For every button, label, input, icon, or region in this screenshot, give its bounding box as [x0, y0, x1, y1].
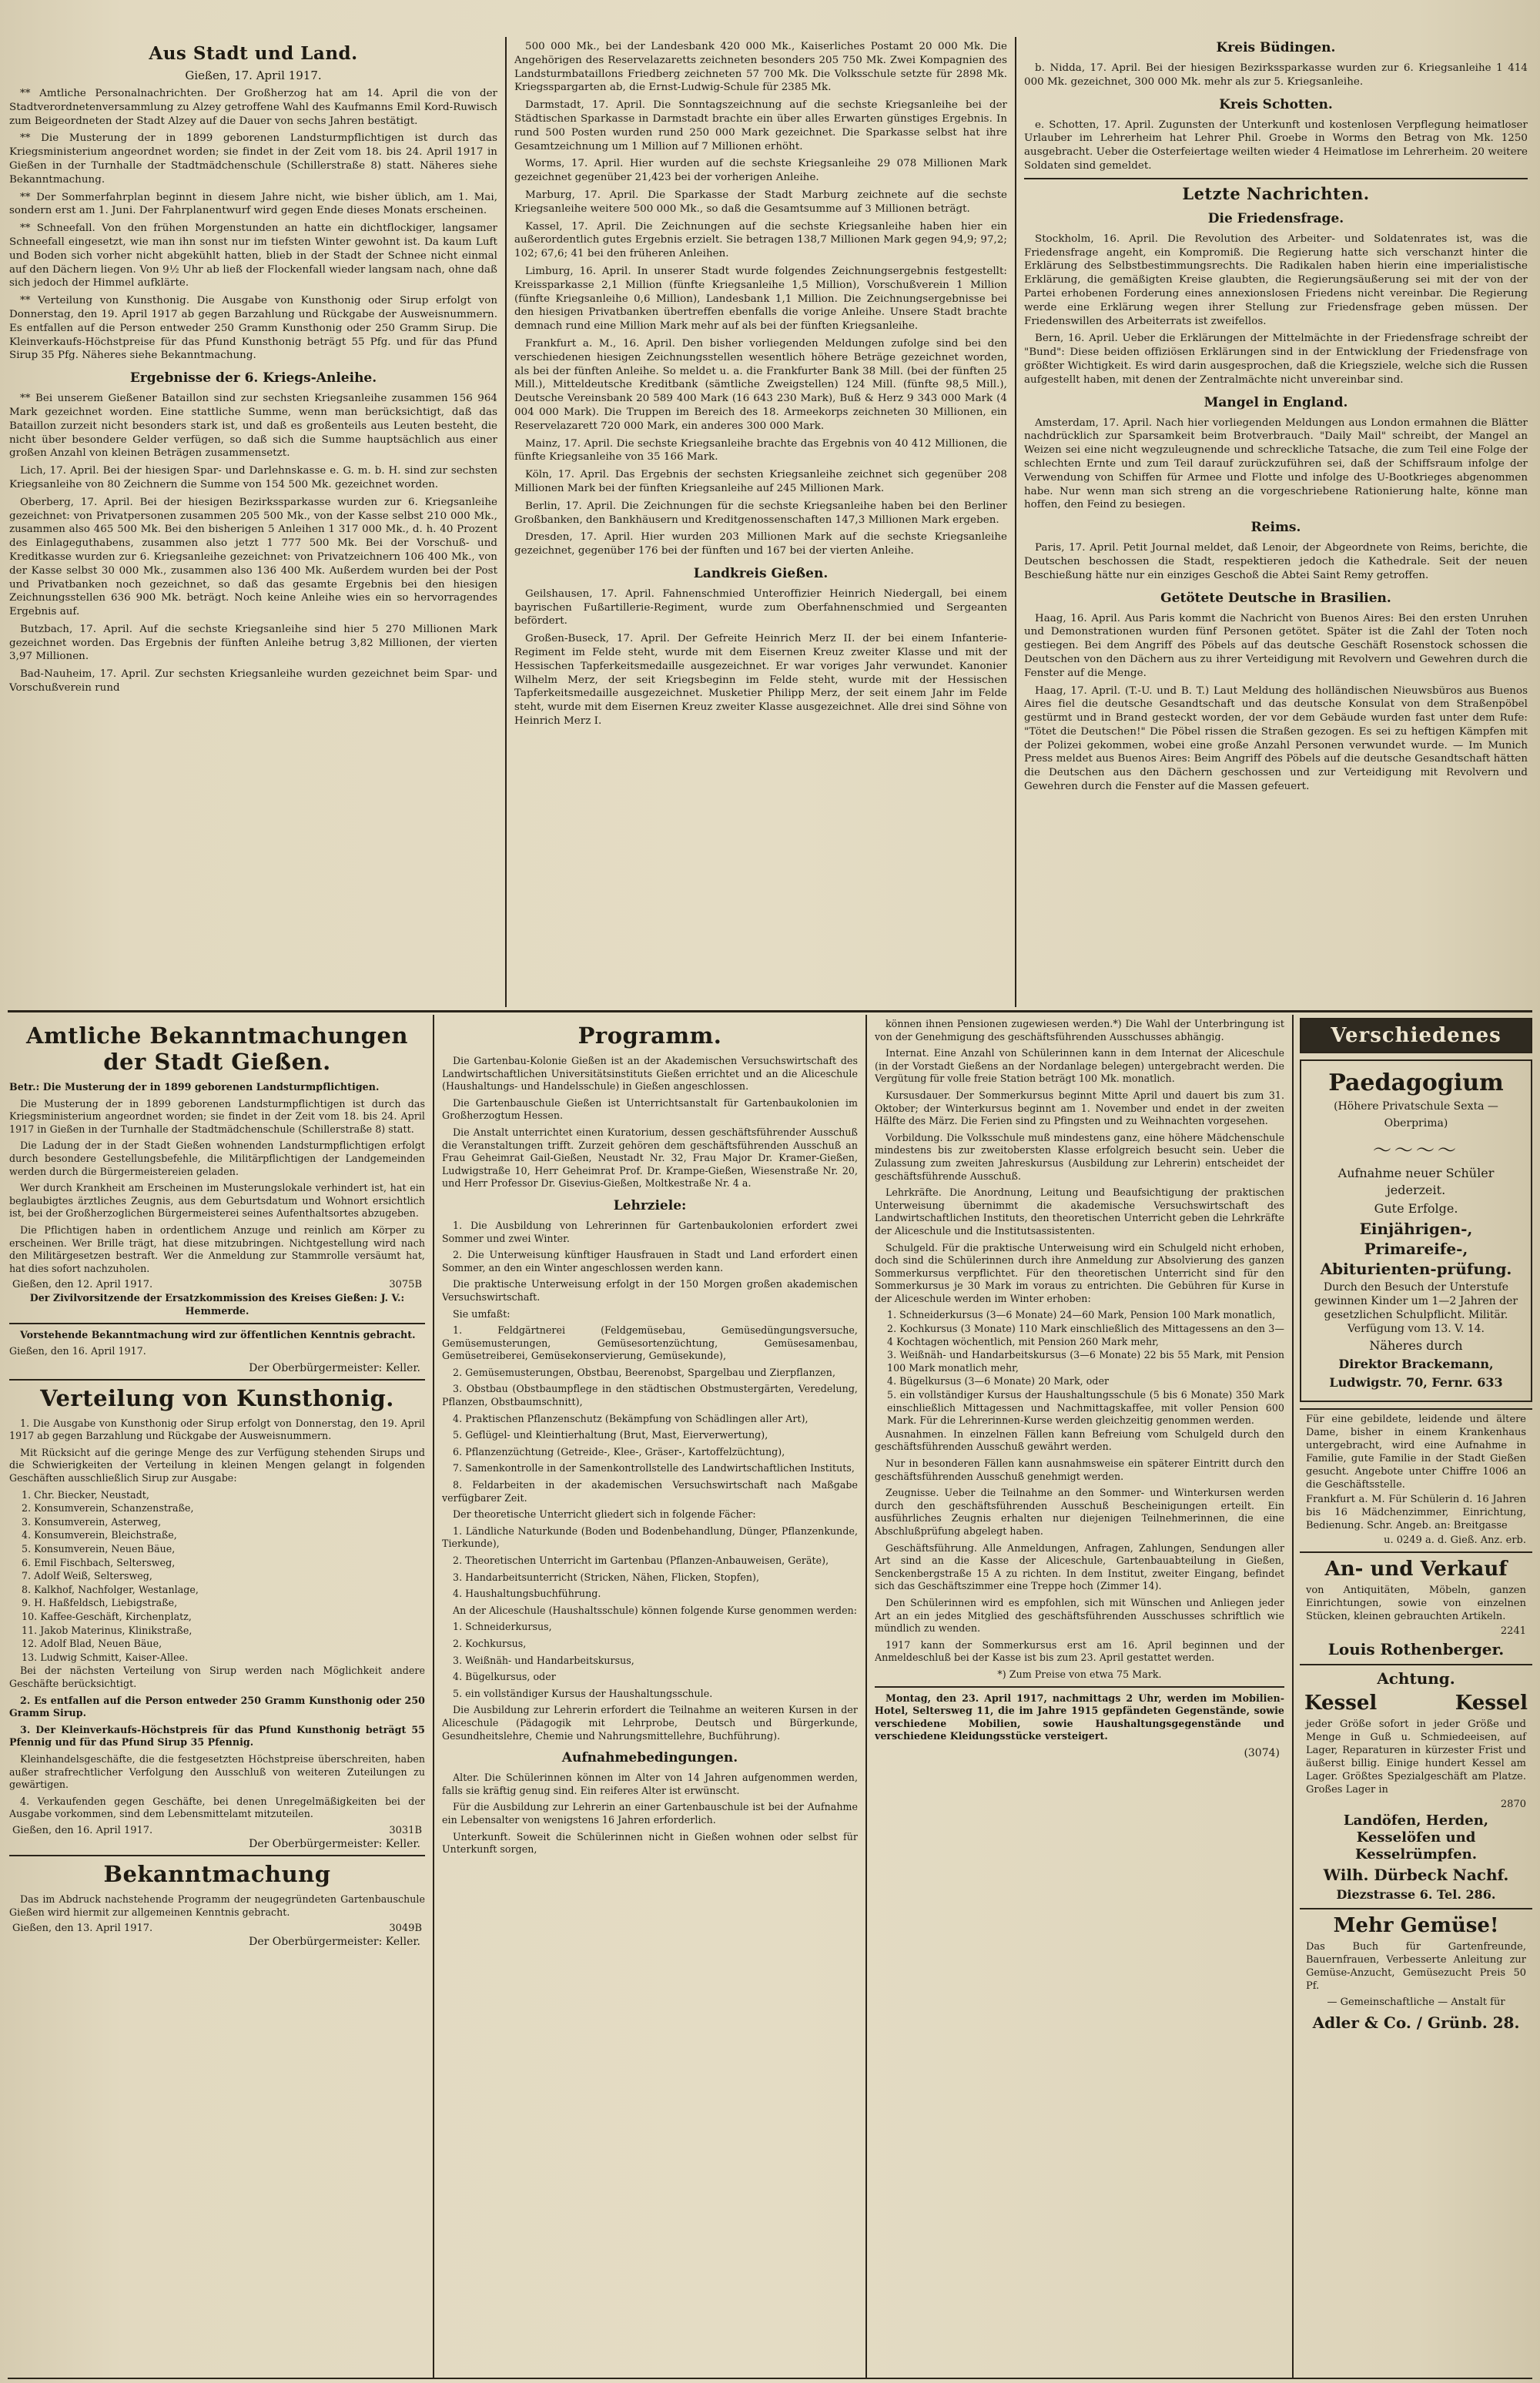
column-divider	[865, 1015, 867, 2378]
ad-school-line: Durch den Besuch der Unterstufe gewinnen Kinder um 1—2 Jahren der gesetzlichen Schulpflicht. Militär. Verfügung vom 13. V. 14.	[1314, 1281, 1518, 1335]
notice-ref: 3075B	[389, 1279, 422, 1291]
article-paragraph: Köln, 17. April. Das Ergebnis der sechsten Kriegsanleihe zeichnet sich gegenüber 208 Millionen Mark bei der fünften Kriegsanleihe auf 245 Millionen Mark.	[514, 469, 1007, 494]
notice-date: Gießen, den 16. April 1917.	[9, 1345, 146, 1357]
list-item: 1. Schneiderkursus (3—6 Monate) 24—60 Mark, Pension 100 Mark monatlich,	[887, 1309, 1276, 1321]
article-paragraph: ** Verteilung von Kunsthonig. Die Ausgabe von Kunsthonig oder Sirup erfolgt von Donnerstag, den 19. April 1917 ab gegen Barzahlung und Rückgabe der Ausweisnummern. Es entfallen auf die Person entweder 250 Gramm Kunsthonig oder 250 Gramm Sirup. Die Kleinverkaufs-Höchstpreise für das Pfund Kunsthonig beträgt 55 Pfg. und für das Pfund Sirup 35 Pfg. Näheres siehe Bekanntmachung.	[9, 295, 497, 362]
column-divider	[1292, 1015, 1294, 2378]
article-paragraph: ** Der Sommerfahrplan beginnt in diesem Jahre nicht, wie bisher üblich, am 1. Mai, sondern erst am 1. Juni. Der Fahrplanentwurf wird gegen Ende dieses Monats erscheinen.	[9, 191, 497, 217]
list-item: 12. Adolf Blad, Neuen Bäue,	[22, 1638, 162, 1650]
subsection-title: Getötete Deutsche in Brasilien.	[1160, 590, 1391, 606]
article-paragraph: e. Schotten, 17. April. Zugunsten der Unterkunft und kostenlosen Verpflegung heimatloser Urlauber im Lehrerheim hat Lehrer Phil. Groebe in Worms den Betrag von Mk. 1250 ausgebracht. Ueber die Osterfeiertage weilten wieder 4 Heimatlose im Lehrerheim. 20 weitere Soldaten sind gemeldet.	[1024, 119, 1528, 172]
ad-paedagogium	[1300, 1059, 1532, 1402]
notice-paragraph: 4. Verkaufenden gegen Geschäfte, bei denen Unregelmäßigkeiten bei der Ausgabe vorkommen, sind dem Lebensmittelamt mitzuteilen.	[9, 1795, 425, 1820]
ad-title: Mehr Gemüse!	[1333, 1914, 1499, 1937]
notice-paragraph: Das im Abdruck nachstehende Programm der neugegründeten Gartenbauschule Gießen wird hiermit zur allgemeinen Kenntnis gebracht.	[9, 1893, 425, 1918]
notice-paragraph: Die Pflichtigen haben in ordentlichem Anzuge und reinlich am Körper zu erscheinen. Wer Brille trägt, hat diese mitzubringen. Nichtgestellung wird nach den Militärgesetzen bestraft. Wer die Anmeldung zur Stammrolle versäumt hat, hat dies sofort nachzuholen.	[9, 1223, 425, 1274]
program-paragraph: 3. Obstbau (Obstbaumpflege in den städtischen Obstmustergärten, Veredelung, Pflanzen, Obstbaumschnitt),	[442, 1383, 858, 1408]
notice-paragraph: Bei der nächsten Verteilung von Sirup werden nach Möglichkeit andere Geschäfte berücksichtigt.	[9, 1665, 425, 1689]
section-divider	[8, 1010, 1532, 1012]
list-item: 4. Bügelkursus (3—6 Monate) 20 Mark, oder	[887, 1375, 1110, 1387]
article-paragraph: ** Die Musterung der in 1899 geborenen Landsturmpflichtigen ist durch das Kriegsministerium angeordnet worden; sie findet in der Zeit vom 18. bis 24. April 1917 in Gießen in der Turnhalle der Stadtmädchenschule (Schillerstraße 8) statt. Näheres siehe Bekanntmachung.	[9, 132, 497, 186]
notice-title: Verteilung von Kunsthonig.	[40, 1384, 394, 1411]
program-paragraph: Internat. Eine Anzahl von Schülerinnen kann in dem Internat der Aliceschule (in der Vorstadt Gießens an der Nordanlage belegen) untergebracht werden. Die Vergütung für volle freie Station beträgt 100 Mk. monatlich.	[875, 1047, 1284, 1085]
program-paragraph: Nur in besonderen Fällen kann ausnahmsweise ein späterer Eintritt durch den geschäftsführenden Ausschuß genehmigt werden.	[875, 1458, 1284, 1482]
article-paragraph: Amsterdam, 17. April. Nach hier vorliegenden Meldungen aus London ermahnen die Blätter nachdrücklich zur Sparsamkeit beim Brotverbrauch. "Daily Mail" schreibt, der Mangel an Weizen sei eine nicht wegzuleugnende und schreckliche Tatsache, die zum Teil eine Folge der schlechten Ernte und zum Teil darauf zurückzuführen sei, daß der Schiffsraum infolge der Verwendung von Schiffen für Armee und Flotte und infolge des U-Bootkrieges abgenommen habe. Nur wenn man sich streng an die vorgeschriebene Rationierung halte, könne man hoffen, den Feind zu besiegen.	[1024, 417, 1528, 511]
list-item: 3. Weißnäh- und Handarbeitskursus (3—6 Monate) 22 bis 55 Mark, mit Pension 100 Mark monatlich mehr,	[887, 1349, 1284, 1374]
article-paragraph: Dresden, 17. April. Hier wurden 203 Millionen Mark auf die sechste Kriegsanleihe gezeichnet, gegenüber 176 bei der fünften und 167 bei der vierten Anleihe.	[514, 531, 1007, 557]
auction-ref: (3074)	[1244, 1746, 1280, 1759]
notice-signature: Der Oberbürgermeister: Keller.	[249, 1361, 420, 1374]
program-paragraph: 3. Handarbeitsunterricht (Stricken, Nähen, Flicken, Stopfen),	[453, 1571, 759, 1583]
program-paragraph: 5. ein vollständiger Kursus der Haushaltungsschule.	[453, 1687, 713, 1699]
program-paragraph: 2. Kochkursus,	[453, 1637, 527, 1649]
program-paragraph: 1. Ländliche Naturkunde (Boden und Bodenbehandlung, Dünger, Pflanzenkunde, Tierkunde),	[442, 1525, 858, 1550]
article-paragraph: Paris, 17. April. Petit Journal meldet, daß Lenoir, der Abgeordnete von Reims, berichte, die Deutschen beschossen die Stadt, respektieren jedoch die Kathedrale. Seit der neuen Beschießung hätte nur ein einziges Geschoß die Abtei Saint Remy getroffen.	[1024, 542, 1528, 581]
subsection-title: Kreis Schotten.	[1219, 96, 1333, 112]
notice-title: Bekanntmachung	[103, 1860, 331, 1887]
notice-paragraph: Mit Rücksicht auf die geringe Menge des zur Verfügung stehenden Sirups und die Schwierigkeiten der Verteilung in kleinen Mengen gelangt in folgenden Geschäften ausschließlich Sirup zur Ausgabe:	[9, 1446, 425, 1484]
ad-school-name: Paedagogium	[1328, 1069, 1504, 1096]
program-paragraph: Alter. Die Schülerinnen können im Alter von 14 Jahren aufgenommen werden, falls sie kräftig genug sind. Ein reiferes Alter ist erwünscht.	[442, 1772, 858, 1796]
program-paragraph: 7. Samenkontrolle in der Samenkontrollstelle des Landwirtschaftlichen Instituts,	[453, 1462, 855, 1474]
ad-text: von Antiquitäten, Möbeln, ganzen Einrichtungen, sowie von einzelnen Stücken, kleinen gebrauchten Artikeln.	[1306, 1585, 1526, 1622]
ad-items: Landöfen, Herden, Kesselöfen und Kesselrümpfen.	[1343, 1812, 1489, 1863]
ad-firm: Wilh. Dürbeck Nachf.	[1323, 1866, 1509, 1884]
ornament-divider: 〜〜〜〜	[1373, 1140, 1459, 1161]
program-paragraph: Die praktische Unterweisung erfolgt in der 150 Morgen großen akademischen Versuchswirtschaft.	[442, 1278, 858, 1303]
ad-ref: u. 0249 a. d. Gieß. Anz. erb.	[1384, 1535, 1526, 1546]
subsection-title: Lehrziele:	[613, 1197, 687, 1213]
section-title: Letzte Nachrichten.	[1182, 183, 1370, 203]
notice-paragraph: Die Ladung der in der Stadt Gießen wohnenden Landsturmpflichtigen erfolgt durch besondere Gestellungsbefehle, die Militärpflichtigen der Landgemeinden werden durch die Bürgermeistereien geladen.	[9, 1140, 425, 1177]
article-paragraph: Großen-Buseck, 17. April. Der Gefreite Heinrich Merz II. der bei einem Infanterie-Regiment im Felde steht, wurde mit dem Eisernen Kreuz zweiter Klasse und mit der Hessischen Tapferkeitsmedaille ausgezeichnet. Er war voriges Jahr verwundet. Kanonier Wilhelm Merz, der seit Kriegsbeginn im Felde steht, wurde mit der Hessischen Tapferkeitsmedaille ausgezeichnet. Musketier Philipp Merz, der seit einem Jahr im Felde steht, wurde mit dem Eisernen Kreuz zweiter Klasse ausgezeichnet. Alle drei sind Söhne von Heinrich Merz I.	[514, 633, 1007, 728]
subsection-title: Ergebnisse der 6. Kriegs-Anleihe.	[129, 370, 377, 387]
subsection-title: Mangel in England.	[1204, 394, 1348, 410]
ad-address: Diezstrasse 6. Tel. 286.	[1336, 1887, 1496, 1902]
ad-text: Für eine gebildete, leidende und ältere Dame, bisher in einem Krankenhaus untergebracht, wird eine Aufnahme in Familie, gute Familie in der Stadt Gießen gesucht. Angebote unter Chiffre 1006 an die Geschäftsstelle.	[1306, 1414, 1526, 1491]
program-paragraph: Den Schülerinnen wird es empfohlen, sich mit Wünschen und Anliegen jeder Art an ein jedes Mitglied des geschäftsführenden Ausschusses schriftlich wie mündlich zu wenden.	[875, 1596, 1284, 1635]
ads-header: Verschiedenes	[1300, 1018, 1532, 1053]
ad-firm: Louis Rothenberger.	[1327, 1640, 1505, 1658]
fee-list	[875, 1309, 1284, 1427]
column-latest-news	[1024, 40, 1528, 1002]
ad-school-address: Ludwigstr. 70, Fernr. 633	[1329, 1375, 1503, 1390]
notice-paragraph: Kleinhandelsgeschäfte, die die festgesetzten Höchstpreise überschreiten, haben außer strafrechtlicher Verfolgung den Ausschluß von weiteren Zuteilungen zu gewärtigen.	[9, 1752, 425, 1791]
column-program-continued	[875, 1018, 1284, 2373]
notice-paragraph: Vorstehende Bekanntmachung wird zur öffentlichen Kenntnis gebracht.	[20, 1328, 416, 1340]
program-paragraph: 2. Die Unterweisung künftiger Hausfrauen in Stadt und Land erfordert einen Sommer, an den ein Winter angeschlossen werden kann.	[442, 1249, 858, 1273]
list-item: 5. ein vollständiger Kursus der Haushaltungsschule (5 bis 6 Monate) 350 Mark einschließlich Mittagessen und Nachmittagskaffee, mit voller Pension 600 Mark. Für die Lehrerinnen-Kurse werden gleichzeitig genommen werden.	[887, 1389, 1284, 1427]
list-item: 1. Chr. Biecker, Neustadt,	[22, 1488, 149, 1501]
program-paragraph: Geschäftsführung. Alle Anmeldungen, Anfragen, Zahlungen, Sendungen aller Art sind an die Kasse der Aliceschule, Gartenbauabteilung in Gießen, Senckenbergstraße 15 A zu richten. In dem Institut, zweiter Eingang, befindet sich das Geschäftszimmer eine Treppe hoch (Zimmer 14).	[875, 1541, 1284, 1592]
program-paragraph: Kursusdauer. Der Sommerkursus beginnt Mitte April und dauert bis zum 31. Oktober; der Winterkursus beginnt am 1. November und endet in der zweiten Hälfte des März. Die Ferien sind zu Pfingsten und zu Weihnachten vorgesehen.	[875, 1089, 1284, 1127]
article-paragraph: Worms, 17. April. Hier wurden auf die sechste Kriegsanleihe 29 078 Millionen Mark gezeichnet gegenüber 21,423 bei der vorherigen Anleihe.	[514, 158, 1007, 184]
ad-text: jeder Größe sofort in jeder Größe und Menge in Guß u. Schmiedeeisen, auf Lager, Reparaturen in kürzester Frist und äußerst billig. Einige hundert Kessel am Lager. Größtes Spezialgeschäft am Platze. Großes Lager in	[1306, 1719, 1526, 1796]
notice-signature: Der Oberbürgermeister: Keller.	[249, 1837, 420, 1850]
article-paragraph: Haag, 16. April. Aus Paris kommt die Nachricht von Buenos Aires: Bei den ersten Unruhen und Demonstrationen wurden fünf Personen getötet. Später ist die Zahl der Toten noch gestiegen. Bei dem Angriff des Pöbels auf das deutsche Geschäft Rosenstock schossen die Deutschen von den Dächern aus zu ihrer Verteidigung mit Revolvern und Gewehren durch die Fenster auf die Menge.	[1024, 612, 1528, 679]
list-item: 7. Adolf Weiß, Seltersweg,	[22, 1570, 152, 1582]
list-item: 10. Kaffee-Geschäft, Kirchenplatz,	[22, 1611, 192, 1622]
list-item: 8. Kalkhof, Nachfolger, Westanlage,	[22, 1583, 199, 1595]
ad-school-director: Direktor Brackemann,	[1338, 1357, 1494, 1371]
article-paragraph: Darmstadt, 17. April. Die Sonntagszeichnung auf die sechste Kriegsanleihe bei der Städtischen Sparkasse in Darmstadt brachte ein über alles Erwarten günstiges Ergebnis. In rund 500 Posten wurden rund 250 000 Mark gezeichnet. Die Sparkasse selbst hat ihre Gesamtzeichnung um 1 Million auf 7 Millionen erhöht.	[514, 99, 1007, 152]
program-paragraph: 1. Schneiderkursus,	[453, 1621, 552, 1633]
notice-signature: Der Oberbürgermeister: Keller.	[249, 1936, 420, 1949]
list-item: 13. Ludwig Schmitt, Kaiser-Allee.	[22, 1651, 189, 1663]
notice-paragraph: 1. Die Ausgabe von Kunsthonig oder Sirup erfolgt von Donnerstag, den 19. April 1917 ab gegen Barzahlung und Rückgabe der Ausweisnummern.	[9, 1417, 425, 1442]
article-paragraph: Kassel, 17. April. Die Zeichnungen auf die sechste Kriegsanleihe haben hier ein außerordentlich gutes Ergebnis erzielt. Sie betragen 138,7 Millionen Mark gegen 94,9; 97,2; 102; 67,6; 41 bei den früheren Anleihen.	[514, 220, 1007, 260]
ad-head: Achtung.	[1377, 1669, 1455, 1688]
notice-paragraph: Die Musterung der in 1899 geborenen Landsturmpflichtigen ist durch das Kriegsministerium angeordnet worden; sie findet in der Zeit vom 18. bis 24. April 1917 in Gießen in der Turnhalle der Stadtmädchenschule (Schillerstraße 8) statt.	[9, 1097, 425, 1135]
ad-school-line: Gute Erfolge.	[1374, 1201, 1458, 1216]
notice-paragraph: 2. Es entfallen auf die Person entweder 250 Gramm Kunsthonig oder 250 Gramm Sirup.	[9, 1694, 425, 1719]
column-program	[442, 1018, 858, 2373]
ad-title: An- und Verkauf	[1324, 1558, 1508, 1581]
notice-paragraph: 3. Der Kleinverkaufs-Höchstpreis für das Pfund Kunsthonig beträgt 55 Pfennig und für das Pfund Sirup 35 Pfennig.	[9, 1723, 425, 1749]
list-item: 6. Emil Fischbach, Seltersweg,	[22, 1556, 176, 1568]
ad-text: — Gemeinschaftliche — Anstalt für	[1327, 1996, 1505, 2008]
subsection-title: Aufnahmebedingungen.	[561, 1750, 738, 1766]
list-item: 3. Konsumverein, Asterweg,	[22, 1515, 162, 1528]
program-paragraph: Für die Ausbildung zur Lehrerin an einer Gartenbauschule ist bei der Aufnahme ein Lebensalter von wenigstens 16 Jahren erforderlich.	[442, 1801, 858, 1826]
dateline: Gießen, 17. April 1917.	[185, 69, 322, 82]
article-paragraph: Butzbach, 17. April. Auf die sechste Kriegsanleihe sind hier 5 270 Millionen Mark gezeichnet worden. Das Ergebnis der fünften Anleihe betrug 3,82 Millionen, der vierten 3,97 Millionen.	[9, 623, 497, 663]
program-paragraph: Vorbildung. Die Volksschule muß mindestens ganz, eine höhere Mädchenschule mindestens bis zur zweitobersten Klasse erfolgreich besucht sein. Ueber die Zulassung zum zweiten Jahreskursus (Ausbildung zur Lehrerin) entscheidet der geschäftsführende Ausschuß.	[875, 1131, 1284, 1182]
ad-dame	[1300, 1413, 1532, 1547]
program-paragraph: 1. Die Ausbildung von Lehrerinnen für Gartenbaukolonien erfordert zwei Sommer und zwei Winter.	[442, 1219, 858, 1244]
notice-paragraph: Wer durch Krankheit am Erscheinen im Musterungslokale verhindert ist, hat ein beglaubigtes ärztliches Zeugnis, aus dem Geburtsdatum und Wohnort ersichtlich ist, bei der Großherzoglichen Bürgermeisterei seines Aufenthaltsortes abzugeben.	[9, 1182, 425, 1220]
column-advertisements	[1300, 1018, 1532, 2377]
article-paragraph: Geilshausen, 17. April. Fahnenschmied Unteroffizier Heinrich Niedergall, bei einem bayrischen Fußartillerie-Regiment, wurde zum Oberfahnenschmied und Sergeanten befördert.	[514, 587, 1007, 628]
program-paragraph: Lehrkräfte. Die Anordnung, Leitung und Beaufsichtigung der praktischen Unterweisung übernimmt die akademische Versuchswirtschaft des Landwirtschaftlichen Instituts, den theoretischen Unterricht geben die Lehrkräfte der Aliceschule und die Institutsassistenten.	[875, 1186, 1284, 1237]
program-paragraph: 3. Weißnäh- und Handarbeitskursus,	[453, 1654, 634, 1666]
ad-kessel-right: Kessel	[1455, 1692, 1528, 1715]
auction-notice: Montag, den 23. April 1917, nachmittags 2 Uhr, werden im Mobilien-Hotel, Seltersweg 11, die im Jahre 1915 gepfändeten Gegenstände, sowie verschiedene Mobilien, sowie Haushaltungsgegenstände und verschiedene Kleidungsstücke versteigert.	[875, 1692, 1284, 1742]
ad-text: Das Buch für Gartenfreunde, Bauernfrauen, Verbesserte Anleitung zur Gemüse-Anzucht, Gemüsezucht Preis 50 Pf.	[1306, 1941, 1526, 1992]
notice-date: Gießen, den 12. April 1917.	[12, 1279, 153, 1291]
ad-school-line: Näheres durch	[1369, 1338, 1463, 1353]
article-paragraph: 500 000 Mk., bei der Landesbank 420 000 Mk., Kaiserliches Postamt 20 000 Mk. Die Angehörigen des Reservelazaretts zeichneten besonders 205 750 Mk. Zwei Kompagnien des Landsturmbataillons Friedberg zeichneten 57 700 Mk. Die Volksschule setzte für 2898 Mk. Kriegsspargarten ab, die Ernst-Ludwig-Schule für 2385 Mk.	[514, 41, 1007, 94]
article-paragraph: Bern, 16. April. Ueber die Erklärungen der Mittelmächte in der Friedensfrage schreibt der "Bund": Diese beiden offiziösen Erklärungen sind in der Entwicklung der Friedensfrage von größter Wichtigkeit. Es wird darin ausgesprochen, daß die Kriegsziele, welche sich die Russen aufgestellt haben, mit denen der Zentralmächte nicht unvereinbar sind.	[1024, 333, 1528, 386]
article-paragraph: ** Bei unserem Gießener Bataillon sind zur sechsten Kriegsanleihe zusammen 156 964 Mark gezeichnet worden. Eine stattliche Summe, wenn man berücksichtigt, daß das Bataillon zurzeit nicht besonders stark ist, und daß es großenteils aus Leuten besteht, die nicht über besondere Gelder verfügen, so daß sich die Summe hauptsächlich aus einer großen Anzahl von kleinen Beträgen zusammensetzt.	[9, 393, 497, 460]
ad-ref: 2241	[1500, 1625, 1526, 1637]
shop-list	[9, 1489, 425, 1665]
notice-ref: 3031B	[389, 1824, 422, 1836]
program-paragraph: Zeugnisse. Ueber die Teilnahme an den Sommer- und Winterkursen werden durch den geschäftsführenden Ausschuß Bescheinigungen erteilt. Ein ausführliches Zeugnis erhalten nur diejenigen Teilnehmerinnen, die eine Abschlußprüfung abgelegt haben.	[875, 1487, 1284, 1537]
program-paragraph: 1917 kann der Sommerkursus erst am 16. April beginnen und der Anmeldeschluß bei der Kasse ist bis zum 23. April gestattet werden.	[875, 1638, 1284, 1664]
ad-gemuese	[1300, 1913, 1532, 2033]
article-paragraph: Berlin, 17. April. Die Zeichnungen für die sechste Kriegsanleihe haben bei den Berliner Großbanken, den Bankhäusern und Kreditgenossenschaften 147,3 Millionen Mark ergeben.	[514, 500, 1007, 526]
program-paragraph: Der theoretische Unterricht gliedert sich in folgende Fächer:	[453, 1508, 756, 1521]
program-paragraph: Die Gartenbauschule Gießen ist Unterrichtsanstalt für Gartenbaukolonien im Großherzogtum Hessen.	[442, 1096, 858, 1122]
ad-school-line: Aufnahme neuer Schüler jederzeit.	[1337, 1166, 1495, 1197]
program-paragraph: 6. Pflanzenzüchtung (Getreide-, Klee-, Gräser-, Kartoffelzüchtung),	[453, 1445, 785, 1458]
program-paragraph: 1. Feldgärtnerei (Feldgemüsebau, Gemüsedüngungsversuche, Gemüsemusterungen, Gemüsesortenzüchtung, Gemüsesamenbau, Gemüsetreiberei, Gemüsekonservierung, Gemüsekunde),	[442, 1324, 858, 1362]
ad-text: Frankfurt a. M. Für Schülerin d. 16 Jahren bis 16 Mädchenzimmer, Einrichtung, Bedienung. Schr. Angeb. an: Breitgasse	[1306, 1494, 1526, 1531]
program-paragraph: 2. Gemüsemusterungen, Obstbau, Beerenobst, Spargelbau und Zierpflanzen,	[453, 1366, 836, 1378]
article-paragraph: Marburg, 17. April. Die Sparkasse der Stadt Marburg zeichnete auf die sechste Kriegsanleihe weitere 500 000 Mk., so daß die Gesamtsumme auf 3 Millionen beträgt.	[514, 189, 1007, 215]
program-paragraph: 8. Feldarbeiten in der akademischen Versuchswirtschaft nach Maßgabe verfügbarer Zeit.	[442, 1479, 858, 1504]
notice-subject: Betr.: Die Musterung der in 1899 geborenen Landsturmpflichtigen.	[9, 1081, 380, 1093]
program-paragraph: Schulgeld. Für die praktische Unterweisung wird ein Schulgeld nicht erhoben, doch sind die Schülerinnen durch ihre Anmeldung zur Absolvierung des ganzen Sommerkursus verpflichtet. Für den theoretischen Unterricht sind für den Sommerkursus je 30 Mark im voraus zu entrichten. Die Gebühren für Kurse in der Aliceschule werden im Winter erhoben:	[875, 1241, 1284, 1304]
article-paragraph: Mainz, 17. April. Die sechste Kriegsanleihe brachte das Ergebnis von 40 412 Millionen, die fünfte Kriegsanleihe von 35 166 Mark.	[514, 437, 1007, 464]
program-paragraph: Unterkunft. Soweit die Schülerinnen nicht in Gießen wohnen oder selbst für Unterkunft sorgen,	[442, 1830, 858, 1856]
page-bottom-rule	[8, 2378, 1532, 2379]
footnote: *) Zum Preise von etwa 75 Mark.	[997, 1668, 1162, 1680]
program-paragraph: können ihnen Pensionen zugewiesen werden.*) Die Wahl der Unterbringung ist von der Genehmigung des geschäftsführenden Ausschusses abhängig.	[875, 1018, 1284, 1043]
article-paragraph: ** Amtliche Personalnachrichten. Der Großherzog hat am 14. April die von der Stadtverordnetenversammlung zu Alzey getroffene Wahl des Kaufmanns Emil Kord-Ruwisch zum Beigeordneten der Stadt Alzey auf die Dauer von sechs Jahren bestätigt.	[9, 88, 497, 127]
ad-ref: 2870	[1500, 1799, 1526, 1810]
column-local-news	[9, 40, 497, 1002]
article-paragraph: Lich, 17. April. Bei der hiesigen Spar- und Darlehnskasse e. G. m. b. H. sind zur sechsten Kriegsanleihe von 80 Zeichnern die Summe von 154 500 Mk. gezeichnet worden.	[9, 465, 497, 490]
column-loan-results	[514, 40, 1007, 1002]
column-divider	[1015, 37, 1016, 1007]
ad-school-sub: (Höhere Privatschule Sexta — Oberprima)	[1334, 1100, 1498, 1130]
list-item: 2. Kochkursus (3 Monate) 110 Mark einschließlich des Mittagessens an den 3—4 Kochtagen wöchentlich, mit Pension 260 Mark mehr,	[887, 1323, 1284, 1347]
notice-title: Amtliche Bekanntmachungen der Stadt Gießen.	[25, 1022, 408, 1075]
notice-date: Gießen, den 16. April 1917.	[12, 1824, 153, 1836]
subsection-title: Reims.	[1250, 520, 1301, 536]
program-paragraph: Sie umfaßt:	[453, 1307, 511, 1320]
article-paragraph: Frankfurt a. M., 16. April. Den bisher vorliegenden Meldungen zufolge sind bei den verschiedenen hiesigen Zeichnungsstellen wesentlich höhere Beträge gezeichnet worden, als bei der fünften Anleihe. So meldet u. a. die Frankfurter Bank 38 Mill. (bei der fünften 25 Mill.), Mitteldeutsche Kreditbank (sämtliche Zweigstellen) 124 Mill. (fünfte 98,5 Mill.), Deutsche Vereinsbank 20 589 400 Mark (16 643 230 Mark), Buß & Herz 9 343 000 Mark (4 004 000 Mark). Die Truppen im Bereich des 18. Armeekorps zeichneten 30 Millionen, ein Reservelazarett 720 000 Mark, ein anderes 300 000 Mark.	[514, 337, 1007, 432]
ad-school-exam: Einjährigen-, Primareife-, Abiturienten-prüfung.	[1320, 1220, 1512, 1278]
section-title: Aus Stadt und Land.	[149, 43, 358, 64]
list-item: 4. Konsumverein, Bleichstraße,	[22, 1529, 177, 1541]
list-item: 5. Konsumverein, Neuen Bäue,	[22, 1543, 176, 1555]
article-paragraph: Bad-Nauheim, 17. April. Zur sechsten Kriegsanleihe wurden gezeichnet beim Spar- und Vorschußverein rund	[9, 668, 497, 694]
ad-ankauf	[1300, 1556, 1532, 1659]
article-paragraph: b. Nidda, 17. April. Bei der hiesigen Bezirkssparkasse wurden zur 6. Kriegsanleihe 1 414 000 Mk. gezeichnet, 300 000 Mk. mehr als zur 5. Kriegsanleihe.	[1024, 62, 1528, 88]
program-paragraph: 4. Haushaltungsbuchführung.	[453, 1588, 601, 1600]
ad-kessel-left: Kessel	[1304, 1692, 1378, 1715]
ad-firm: Adler & Co. / Grünb. 28.	[1312, 2013, 1520, 2032]
column-official-notices	[9, 1018, 425, 2373]
article-paragraph: Stockholm, 16. April. Die Revolution des Arbeiter- und Soldatenrates ist, was die Friedensfrage angeht, ein Kompromiß. Die Regierung hatte sich verschanzt hinter die Erklärung des Selbstbestimmungsrechts. Die Radikalen haben hierin eine imperialistische Erklärung, die gemäßigten Kreise glaubten, die Regierungsäußerung sei mit der von der Partei erhobenen Forderung eines annexionslosen Friedens nicht vereinbar. Die Regierung werde eine Erklärung wegen ihrer Stellung zur Friedensfrage geben müssen. Der Friedenswillen des Arbeiterrats ist zweifellos.	[1024, 233, 1528, 327]
list-item: 2. Konsumverein, Schanzenstraße,	[22, 1502, 194, 1514]
program-paragraph: 5. Geflügel- und Kleintierhaltung (Brut, Mast, Eierverwertung),	[453, 1429, 768, 1441]
program-title: Programm.	[578, 1022, 722, 1049]
program-paragraph: Die Gartenbau-Kolonie Gießen ist an der Akademischen Versuchswirtschaft des Landwirtschaftlichen Universitätsinstituts Gießen errichtet und an die Aliceschule (Haushaltungs- und Handelsschule) in Gießen angeschlossen.	[442, 1055, 858, 1093]
notice-commission: Der Zivilvorsitzende der Ersatzkommission des Kreises Gießen: J. V.: Hemmerde.	[29, 1292, 405, 1317]
program-paragraph: 4. Praktischen Pflanzenschutz (Bekämpfung von Schädlingen aller Art),	[453, 1412, 808, 1424]
program-paragraph: 4. Bügelkursus, oder	[453, 1671, 556, 1683]
program-paragraph: Die Ausbildung zur Lehrerin erfordert die Teilnahme an weiteren Kursen in der Aliceschule (Pädagogik mit Lehrprobe, Deutsch und Bürgerkunde, Gesundheitslehre, Chemie und Nahrungsmittellehre, Buchführung).	[442, 1704, 858, 1742]
subsection-title: Kreis Büdingen.	[1216, 40, 1336, 55]
program-paragraph: Ausnahmen. In einzelnen Fällen kann Befreiung vom Schulgeld durch den geschäftsführenden Ausschuß gewährt werden.	[875, 1427, 1284, 1453]
list-item: 11. Jakob Materinus, Klinikstraße,	[22, 1624, 192, 1636]
notice-date: Gießen, den 13. April 1917.	[12, 1923, 153, 1935]
column-divider	[505, 37, 507, 1007]
subsection-title: Landkreis Gießen.	[693, 565, 829, 581]
program-paragraph: 2. Theoretischen Unterricht im Gartenbau (Pflanzen-Anbauweisen, Geräte),	[453, 1555, 829, 1566]
article-paragraph: Limburg, 16. April. In unserer Stadt wurde folgendes Zeichnungsergebnis festgestellt: Kreissparkasse 2,1 Million (fünfte Kriegsanleihe 1,5 Million), Vorschußverein 1 Million (fünfte Kriegsanleihe 0,6 Million), Landesbank 1,1 Million. Die Zeichnungsergebnisse bei den hiesigen Privatbanken übertreffen ebenfalls die vorige Anleihe. Unsere Stadt brachte demnach rund eine Million Mark mehr auf als bei der fünften Kriegsanleihe.	[514, 265, 1007, 333]
article-paragraph: ** Schneefall. Von den frühen Morgenstunden an hatte ein dichtflockiger, langsamer Schneefall eingesetzt, wie man ihn sonst nur im tiefsten Winter gewohnt ist. Da kaum Luft und Boden sich vorher nicht abgekühlt hatten, blieb in der Stadt der Schnee nicht einmal auf den Dächern liegen. Von 9½ Uhr ab ließ der Flockenfall wieder langsam nach, ohne daß sich jedoch der Himmel aufklärte.	[9, 223, 497, 290]
article-paragraph: Haag, 17. April. (T.-U. und B. T.) Laut Meldung des holländischen Nieuwsbüros aus Buenos Aires fiel die deutsche Gesandtschaft und das deutsche Konsulat von dem Straßenpöbel gestürmt und in Brand gesteckt worden, der vor dem Gebäude wurden fast unter dem Rufe: "Tötet die Deutschen!" Die Pöbel rissen die Straßen gezogen. Es sei zu heftigen Kämpfen mit der Polizei gekommen, wobei eine große Anzahl Personen verwundet wurde. — Im Munich Press meldet aus Buenos Aires: Beim Angriff des Pöbels auf die deutsche Gesandtschaft hätten die Deutschen aus den Dächern geschossen und zur Verteidigung mit Revolvern und Gewehren durch die Fenster auf die Massen gefeuert.	[1024, 684, 1528, 793]
subsection-title: Die Friedensfrage.	[1207, 210, 1344, 226]
program-paragraph: Die Anstalt unterrichtet einen Kuratorium, dessen geschäftsführender Ausschuß die Veranstaltungen trifft. Zurzeit gehören dem geschäftsführenden Ausschuß an Frau Geheimrat Gail-Gießen, Neustadt Nr. 32, Frau Major Dr. Kramer-Gießen, Ludwigstraße 10, Herr Geheimrat Prof. Dr. Krampe-Gießen, Wiesenstraße Nr. 20, und Herr Professor Dr. Gisevius-Gießen, Moltkestraße Nr. 4 a.	[442, 1126, 858, 1190]
ad-kessel	[1300, 1668, 1532, 1903]
list-item: 9. H. Haßfeldsch, Liebigstraße,	[22, 1597, 178, 1609]
notice-ref: 3049B	[389, 1923, 422, 1935]
column-divider	[433, 1015, 434, 2378]
article-paragraph: Oberberg, 17. April. Bei der hiesigen Bezirkssparkasse wurden zur 6. Kriegsanleihe gezeichnet: von Privatpersonen zusammen 205 500 Mk., von der Kasse selbst 210 000 Mk., zusammen also 465 500 Mk. Bei den bisherigen 5 Anleihen 1 317 000 Mk., d. h. 40 Prozent des Einlageguthabens, zusammen also jetzt 1 777 500 Mk. Bei der Vorschuß- und Kreditkasse wurden zur 6. Kriegsanleihe gezeichnet: von Privatzeichnern 106 400 Mk., von der Kasse selbst 30 000 Mk., zusammen also 136 400 Mk. Außerdem wurden bei der Post und Privatbanken noch gezeichnet, so daß das gesamte Ergebnis bei den hiesigen Zeichnungsstellen 636 900 Mk. beträgt. Noch keine Anleihe wies ein so hervorragendes Ergebnis auf.	[9, 496, 497, 618]
program-paragraph: An der Aliceschule (Haushaltsschule) können folgende Kurse genommen werden:	[453, 1604, 858, 1616]
